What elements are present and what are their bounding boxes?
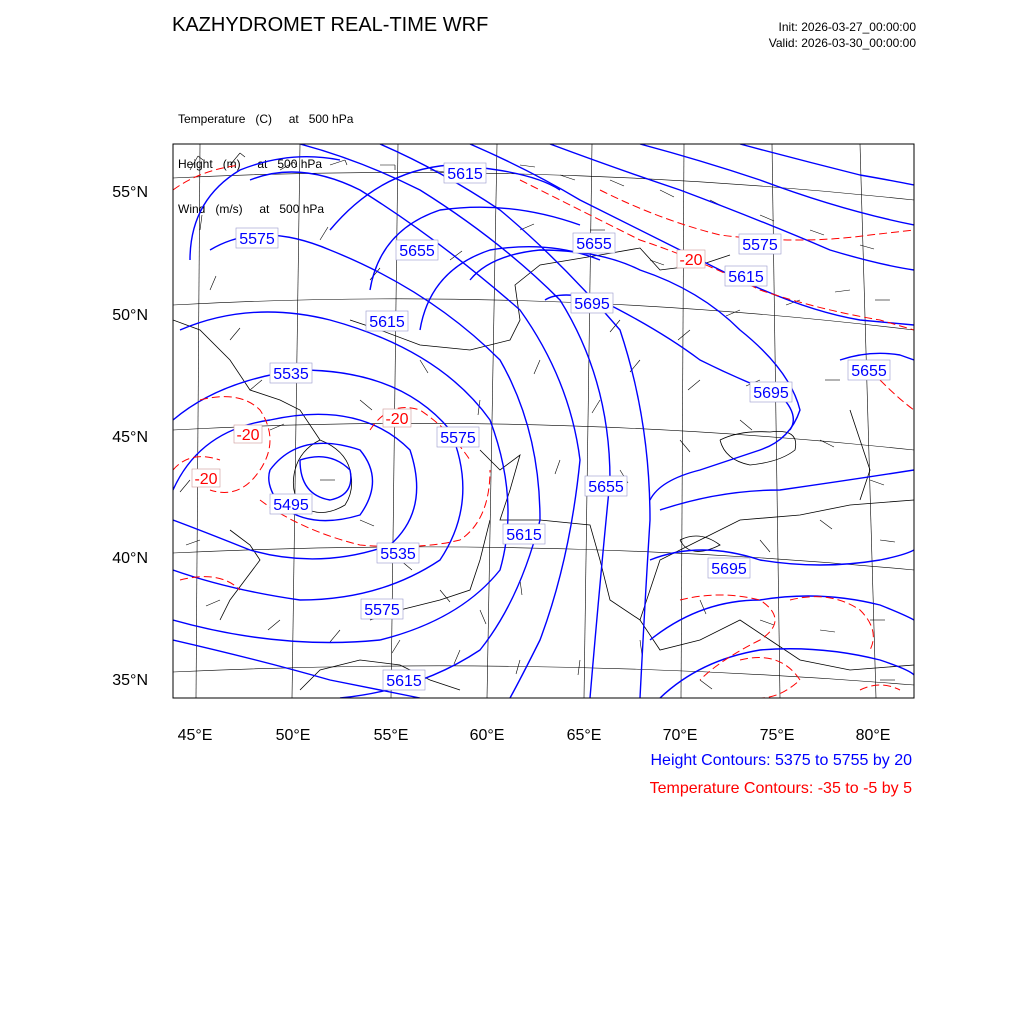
- map-content: [173, 144, 914, 698]
- height-legend: Height Contours: 5375 to 5755 by 20: [650, 752, 912, 769]
- svg-text:5695: 5695: [753, 385, 789, 402]
- svg-text:-20: -20: [236, 427, 260, 444]
- height-label: [708, 558, 750, 578]
- svg-text:-20: -20: [385, 411, 409, 428]
- latitude-labels: [112, 184, 148, 689]
- lon-label: 50°E: [275, 727, 311, 744]
- lon-label: 80°E: [855, 727, 891, 744]
- height-label: [377, 543, 419, 563]
- svg-text:-20: -20: [679, 252, 703, 269]
- height-label: [725, 266, 767, 286]
- height-label: [750, 382, 792, 402]
- lon-label: 55°E: [373, 727, 409, 744]
- svg-text:5575: 5575: [239, 231, 275, 248]
- svg-text:5535: 5535: [273, 366, 309, 383]
- lon-label: 65°E: [566, 727, 602, 744]
- plot-frame: [173, 144, 914, 698]
- height-label: [396, 240, 438, 260]
- svg-text:5695: 5695: [711, 561, 747, 578]
- height-label: [571, 293, 613, 313]
- height-label: [444, 163, 486, 183]
- height-label: [573, 233, 615, 253]
- svg-text:5495: 5495: [273, 497, 309, 514]
- lon-label: 45°E: [177, 727, 213, 744]
- height-label: [585, 476, 627, 496]
- svg-text:5695: 5695: [574, 296, 610, 313]
- lon-label: 70°E: [662, 727, 698, 744]
- svg-text:5615: 5615: [506, 527, 542, 544]
- svg-text:5615: 5615: [728, 269, 764, 286]
- map-title: KAZHYDROMET REAL-TIME WRF: [172, 14, 489, 36]
- temperature-label: [677, 250, 705, 269]
- lat-label: 40°N: [112, 550, 148, 567]
- svg-text:5655: 5655: [576, 236, 612, 253]
- variable-temperature: Temperature (C) at 500 hPa: [178, 112, 354, 126]
- svg-text:5615: 5615: [369, 314, 405, 331]
- height-label: [383, 670, 425, 690]
- temperature-label: [234, 425, 262, 444]
- height-label: [437, 427, 479, 447]
- svg-text:5615: 5615: [447, 166, 483, 183]
- height-label: [270, 494, 312, 514]
- wind-barbs: [180, 153, 895, 689]
- temperature-label: [192, 469, 220, 488]
- temperature-contours: [173, 165, 914, 698]
- height-contours: [173, 144, 914, 698]
- height-label: [236, 228, 278, 248]
- valid-time: Valid: 2026-03-30_00:00:00: [768, 36, 916, 50]
- lat-label: 55°N: [112, 184, 148, 201]
- svg-text:5655: 5655: [588, 479, 624, 496]
- temperature-labels: [192, 250, 705, 488]
- svg-text:5655: 5655: [399, 243, 435, 260]
- lat-label: 45°N: [112, 429, 148, 446]
- svg-text:5535: 5535: [380, 546, 416, 563]
- borders: [173, 248, 914, 690]
- height-label: [361, 599, 403, 619]
- svg-text:5655: 5655: [851, 363, 887, 380]
- temperature-label: [383, 409, 411, 428]
- longitude-labels: [178, 727, 891, 744]
- height-label: [739, 234, 781, 254]
- lon-label: 60°E: [469, 727, 505, 744]
- svg-text:5615: 5615: [386, 673, 422, 690]
- height-label: [270, 363, 312, 383]
- svg-text:5575: 5575: [364, 602, 400, 619]
- lon-label: 75°E: [759, 727, 795, 744]
- svg-text:5575: 5575: [440, 430, 476, 447]
- height-label: [366, 311, 408, 331]
- height-label: [848, 360, 890, 380]
- graticule: [173, 144, 914, 698]
- lat-label: 35°N: [112, 672, 148, 689]
- lat-label: 50°N: [112, 307, 148, 324]
- variable-wind: Wind (m/s) at 500 hPa: [178, 202, 325, 216]
- height-label: [503, 524, 545, 544]
- init-time: Init: 2026-03-27_00:00:00: [778, 20, 916, 34]
- svg-text:5575: 5575: [742, 237, 778, 254]
- svg-text:-20: -20: [194, 471, 218, 488]
- temperature-legend: Temperature Contours: -35 to -5 by 5: [649, 780, 912, 797]
- variable-height: Height (m) at 500 hPa: [178, 157, 323, 171]
